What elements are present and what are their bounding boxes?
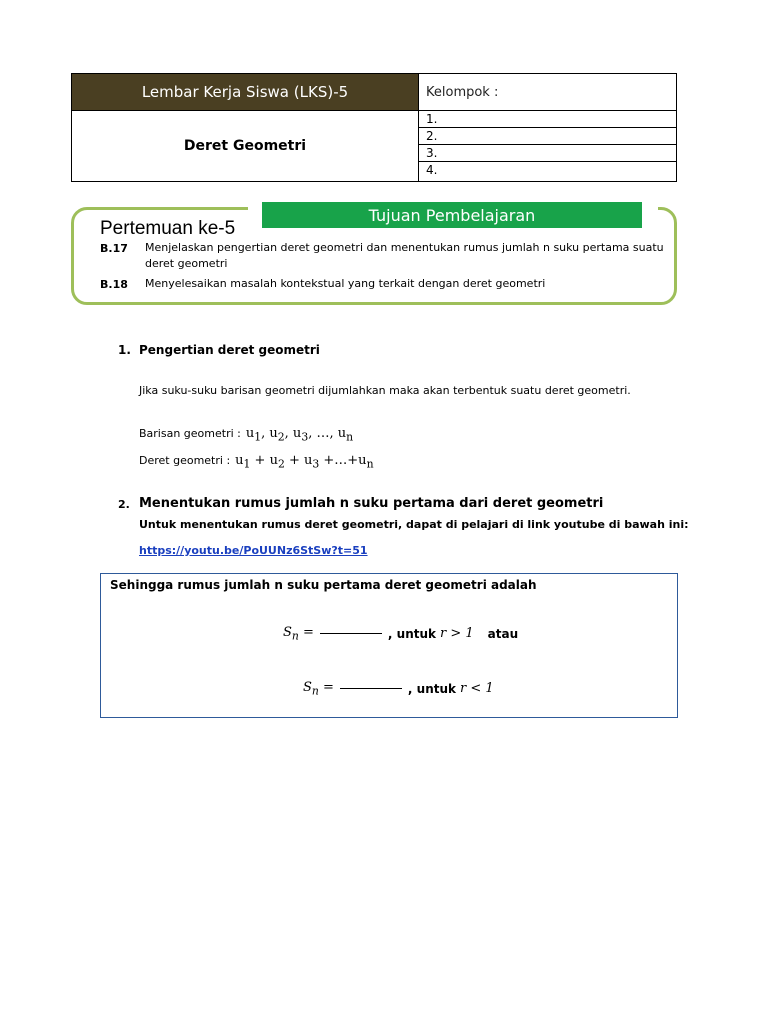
series-label: Deret geometri :	[139, 454, 231, 467]
case-1-condition: , untuk	[387, 626, 437, 641]
member-row-3: 3.	[419, 145, 676, 162]
objective-code-1: B.17	[100, 242, 128, 255]
member-row-2: 2.	[419, 128, 676, 145]
section-2-number: 2.	[118, 498, 130, 511]
group-label: Kelompok :	[419, 74, 676, 111]
section-1-text: Jika suku-suku barisan geometri dijumlahkan maka akan terbentuk suatu deret geometri.	[139, 384, 631, 397]
sequence-formula: $u_1$, $u_2$, $u_3$, …, $u_n$	[245, 426, 354, 444]
section-1-number: 1.	[118, 343, 131, 357]
formula-blank-1	[320, 633, 382, 634]
section-2-text: Untuk menentukan rumus deret geometri, dapat di pelajari di link youtube di bawah ini:	[139, 518, 689, 531]
series-line	[139, 453, 374, 471]
sn-symbol-1: $S_n$ =	[283, 625, 314, 643]
meeting-title: Pertemuan ke-5	[100, 218, 236, 239]
series-formula: $u_1 + u_2 + u_3$ $+\dots+u_n$	[235, 453, 374, 471]
youtube-link-text[interactable]: https://youtu.be/PoUUNz6StSw?t=51	[139, 544, 368, 557]
section-2-title: Menentukan rumus jumlah n suku pertama dari deret geometri	[139, 496, 604, 511]
formula-case-2	[303, 680, 494, 698]
member-row-4: 4.	[426, 163, 438, 177]
header-table	[71, 73, 677, 182]
objective-text-1: Menjelaskan pengertian deret geometri dan menentukan rumus jumlah n suku pertama suatu deret geometri	[145, 241, 664, 270]
formula-intro: Sehingga rumus jumlah n suku pertama deret geometri adalah	[110, 578, 537, 592]
topic-title: Deret Geometri	[72, 111, 419, 181]
objective-text-2: Menyelesaikan masalah kontekstual yang terkait dengan deret geometri	[145, 277, 546, 290]
worksheet-title: Lembar Kerja Siswa (LKS)-5	[72, 74, 419, 111]
objective-code-2: B.18	[100, 278, 128, 291]
case-2-relation: r < 1	[460, 681, 494, 697]
sequence-label: Barisan geometri :	[139, 427, 241, 440]
section-1-title: Pengertian deret geometri	[139, 343, 320, 357]
sn-symbol-2: $S_n$ =	[303, 680, 334, 698]
formula-blank-2	[340, 688, 402, 689]
youtube-link[interactable]	[139, 539, 368, 558]
objectives-banner: Tujuan Pembelajaran	[262, 202, 642, 228]
case-2-condition: , untuk	[407, 681, 457, 696]
case-1-or: atau	[487, 626, 519, 641]
sequence-line	[139, 426, 353, 444]
member-row-1: 1.	[419, 111, 676, 128]
formula-case-1	[283, 625, 518, 643]
case-1-relation: r > 1	[440, 626, 474, 642]
